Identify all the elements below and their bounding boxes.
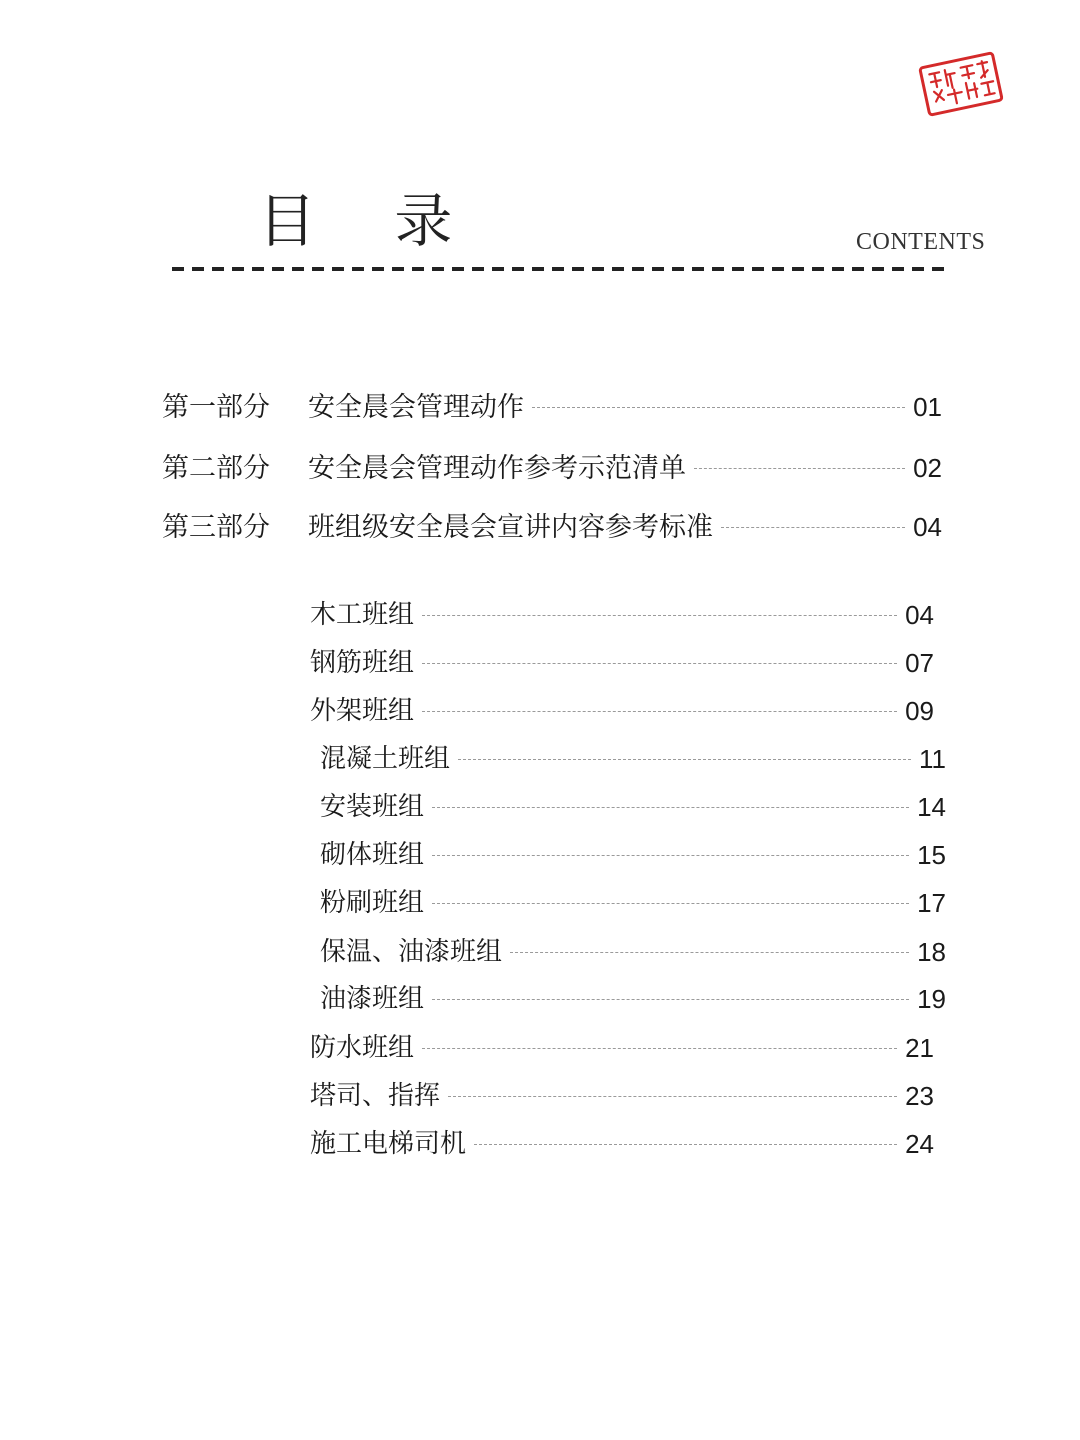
subsection-page-number: 23 xyxy=(905,1081,934,1111)
subsection-page-number: 21 xyxy=(905,1033,934,1063)
dotted-leader xyxy=(422,615,897,616)
toc-subsection[interactable] xyxy=(320,741,946,777)
section-label: 安全晨会管理动作 xyxy=(308,391,524,423)
toc-subsection[interactable] xyxy=(310,1030,934,1066)
subsection-label: 外架班组 xyxy=(310,696,415,726)
toc-subsection[interactable] xyxy=(310,597,934,633)
subsection-label: 施工电梯司机 xyxy=(310,1129,467,1159)
toc-subsection[interactable] xyxy=(320,885,946,921)
toc-subsection[interactable] xyxy=(320,934,946,970)
section-label: 班组级安全晨会宣讲内容参考标准 xyxy=(308,511,713,543)
dotted-leader xyxy=(458,759,911,760)
subsection-label: 混凝土班组 xyxy=(320,744,451,774)
subsection-page-number: 17 xyxy=(917,888,946,918)
subsection-page-number: 04 xyxy=(905,600,934,630)
section-part: 第二部分 xyxy=(162,452,270,484)
subsection-page-number: 24 xyxy=(905,1129,934,1159)
toc-section-2[interactable] xyxy=(162,450,942,486)
dotted-leader xyxy=(721,527,905,528)
toc-subsection[interactable] xyxy=(320,837,946,873)
toc-subsection[interactable] xyxy=(320,981,946,1017)
subsection-page-number: 19 xyxy=(917,984,946,1014)
subsection-label: 木工班组 xyxy=(310,600,415,630)
subsection-page-number: 07 xyxy=(905,648,934,678)
subsection-page-number: 15 xyxy=(917,840,946,870)
toc-subsection[interactable] xyxy=(310,645,934,681)
subsection-label: 塔司、指挥 xyxy=(310,1081,441,1111)
section-part: 第一部分 xyxy=(162,391,270,423)
dotted-leader xyxy=(432,999,909,1000)
section-page-number: 01 xyxy=(913,392,942,422)
subsection-page-number: 09 xyxy=(905,696,934,726)
subsection-label: 安装班组 xyxy=(320,792,425,822)
subsection-label: 保温、油漆班组 xyxy=(320,937,503,967)
title-divider xyxy=(172,267,950,271)
seal-icon xyxy=(917,50,1004,117)
subsection-page-number: 11 xyxy=(919,744,946,774)
subsection-page-number: 14 xyxy=(917,792,946,822)
subsection-label: 防水班组 xyxy=(310,1033,415,1063)
page-subtitle: CONTENTS xyxy=(856,229,986,255)
dotted-leader xyxy=(694,468,905,469)
dotted-leader xyxy=(474,1144,897,1145)
section-part: 第三部分 xyxy=(162,511,270,543)
subsection-label: 粉刷班组 xyxy=(320,888,425,918)
section-page-number: 04 xyxy=(913,512,942,542)
subsection-page-number: 18 xyxy=(917,937,946,967)
dotted-leader xyxy=(532,407,905,408)
toc-section-1[interactable] xyxy=(162,389,942,425)
toc-subsection[interactable] xyxy=(310,1126,934,1162)
section-label: 安全晨会管理动作参考示范清单 xyxy=(308,452,686,484)
subsection-label: 油漆班组 xyxy=(320,984,425,1014)
subsection-label: 钢筋班组 xyxy=(310,648,415,678)
toc-subsection[interactable] xyxy=(310,1078,934,1114)
dotted-leader xyxy=(432,903,909,904)
dotted-leader xyxy=(422,711,897,712)
toc-subsection[interactable] xyxy=(310,693,934,729)
dotted-leader xyxy=(422,1048,897,1049)
dotted-leader xyxy=(432,855,909,856)
dotted-leader xyxy=(448,1096,897,1097)
dotted-leader xyxy=(432,807,909,808)
seal-stamp xyxy=(917,50,1004,117)
toc-subsection[interactable] xyxy=(320,789,946,825)
toc-section-3[interactable] xyxy=(162,509,942,545)
section-page-number: 02 xyxy=(913,453,942,483)
page-title: 目 录 xyxy=(258,187,483,255)
dotted-leader xyxy=(422,663,897,664)
dotted-leader xyxy=(510,952,909,953)
subsection-label: 砌体班组 xyxy=(320,840,425,870)
